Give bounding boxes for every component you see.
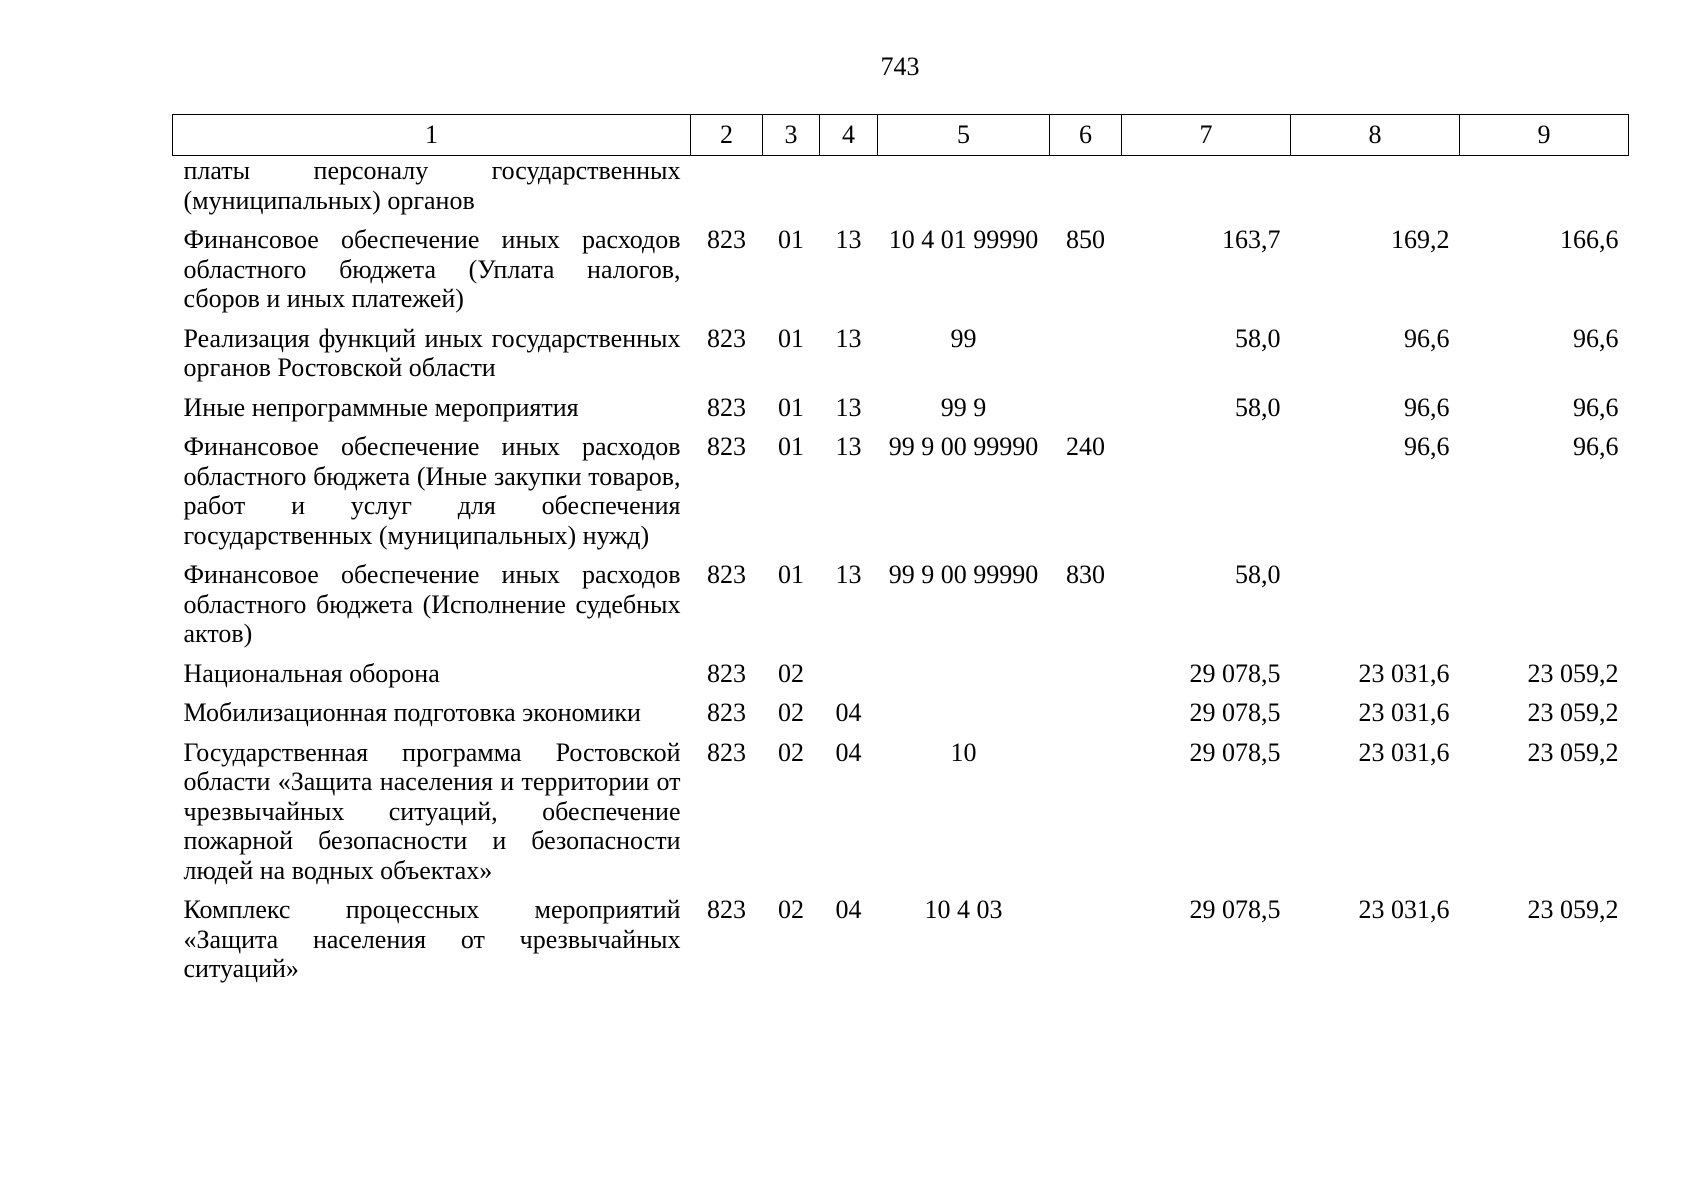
cell-subsection: 04	[835, 895, 862, 924]
cell-ministry: 823	[707, 432, 746, 461]
cell-ministry	[691, 156, 763, 226]
header-cell: 3	[763, 115, 820, 156]
cell-amount-9: 23 059,2	[1527, 658, 1619, 688]
cell-amount-9: 23 059,2	[1527, 698, 1619, 727]
cell-expense-type	[1050, 659, 1122, 699]
cell-amount-9: 96,6	[1573, 323, 1619, 353]
cell-ministry: 823	[707, 392, 746, 422]
header-cell: 7	[1122, 115, 1291, 156]
row-name: Финансовое обеспечение иных расходов областного бюджета (Уплата налогов, сборов и иных платежей)	[183, 225, 681, 313]
cell-target-article	[878, 659, 1050, 699]
cell-section: 02	[778, 737, 804, 767]
page-number: 743	[880, 52, 920, 81]
row-name: Иные непрограммные мероприятия	[183, 392, 579, 422]
cell-amount-8: 169,2	[1391, 225, 1450, 254]
cell-amount-9	[1460, 560, 1629, 659]
cell-section: 02	[778, 698, 804, 727]
cell-amount-7	[1122, 156, 1291, 226]
cell-ministry: 823	[707, 225, 746, 254]
cell-amount-8	[1291, 560, 1460, 659]
cell-amount-8: 23 031,6	[1358, 698, 1450, 727]
row-name: Финансовое обеспечение иных расходов областного бюджета (Исполнение судебных актов)	[183, 560, 681, 648]
cell-section: 01	[778, 225, 804, 254]
cell-amount-8: 23 031,6	[1358, 895, 1450, 924]
cell-subsection: 13	[835, 323, 862, 353]
cell-subsection: 13	[835, 392, 862, 422]
header-cell: 1	[173, 115, 691, 156]
table-row	[173, 225, 1629, 324]
header-cell: 9	[1460, 115, 1629, 156]
cell-expense-type	[1050, 698, 1122, 738]
cell-amount-9: 23 059,2	[1527, 895, 1619, 924]
table-row	[173, 156, 1629, 226]
cell-amount-8: 96,6	[1404, 392, 1450, 422]
cell-amount-7: 163,7	[1222, 225, 1281, 254]
cell-section: 01	[778, 432, 804, 461]
row-name: Государственная программа Ростовской области «Защита населения и территории от чрезвычайных ситуаций, обеспечение пожарной безопасности и безопасности людей на водных объектах»	[183, 737, 681, 885]
cell-amount-8: 23 031,6	[1358, 737, 1450, 767]
table-row	[173, 659, 1629, 699]
header-cell: 5	[878, 115, 1050, 156]
table-row	[173, 432, 1629, 560]
cell-section	[763, 156, 820, 226]
cell-section: 01	[778, 560, 804, 589]
cell-target-article: 99 9	[940, 392, 987, 422]
cell-amount-7: 58,0	[1235, 323, 1281, 353]
cell-ministry: 823	[707, 698, 746, 727]
table-row	[173, 738, 1629, 896]
cell-target-article: 99	[950, 323, 977, 353]
cell-expense-type	[1050, 393, 1122, 433]
cell-amount-8: 96,6	[1404, 432, 1450, 461]
cell-amount-7: 29 078,5	[1189, 737, 1281, 767]
cell-amount-8	[1291, 156, 1460, 226]
cell-expense-type	[1050, 324, 1122, 393]
row-name: Реализация функций иных государственных органов Ростовской области	[183, 323, 681, 382]
table-row	[173, 698, 1629, 738]
header-cell: 8	[1291, 115, 1460, 156]
cell-subsection	[820, 659, 878, 699]
cell-expense-type: 830	[1066, 560, 1105, 589]
cell-amount-8: 23 031,6	[1358, 658, 1450, 688]
cell-target-article: 99 9 00 99990	[888, 432, 1039, 461]
budget-table	[172, 114, 1629, 994]
header-cell: 4	[820, 115, 878, 156]
cell-amount-9	[1460, 156, 1629, 226]
cell-target-article: 10 4 03	[924, 895, 1003, 924]
cell-target-article: 10 4 01 99990	[888, 225, 1039, 254]
table-row	[173, 560, 1629, 659]
cell-target-article	[878, 698, 1050, 738]
table-row	[173, 895, 1629, 994]
cell-amount-8: 96,6	[1404, 323, 1450, 353]
cell-ministry: 823	[707, 560, 746, 589]
cell-amount-7: 58,0	[1235, 560, 1281, 589]
cell-amount-9: 96,6	[1573, 392, 1619, 422]
row-name: Национальная оборона	[183, 658, 440, 688]
cell-subsection: 04	[835, 698, 862, 727]
cell-expense-type	[1050, 156, 1122, 226]
cell-amount-7	[1122, 432, 1291, 560]
cell-amount-9: 96,6	[1573, 432, 1619, 461]
header-row	[173, 115, 1629, 156]
cell-amount-7: 29 078,5	[1189, 895, 1281, 924]
cell-subsection: 13	[835, 560, 862, 589]
cell-subsection	[820, 156, 878, 226]
cell-expense-type	[1050, 895, 1122, 994]
cell-expense-type	[1050, 738, 1122, 896]
cell-subsection: 04	[835, 737, 862, 767]
cell-amount-9: 166,6	[1560, 225, 1619, 254]
cell-expense-type: 850	[1066, 225, 1105, 254]
cell-section: 01	[778, 323, 804, 353]
table-row	[173, 393, 1629, 433]
cell-subsection: 13	[835, 225, 862, 254]
cell-section: 02	[778, 895, 804, 924]
cell-amount-7: 58,0	[1235, 392, 1281, 422]
cell-amount-9: 23 059,2	[1527, 737, 1619, 767]
table-row	[173, 324, 1629, 393]
cell-ministry: 823	[707, 737, 746, 767]
row-name: Комплекс процессных мероприятий «Защита населения от чрезвычайных ситуаций»	[183, 895, 681, 983]
cell-target-article: 10	[950, 737, 977, 767]
cell-subsection: 13	[835, 432, 862, 461]
cell-section: 02	[778, 658, 804, 688]
header-cell: 2	[691, 115, 763, 156]
row-name: платы персоналу государственных (муниципальных) органов	[183, 156, 681, 215]
cell-target-article	[878, 156, 1050, 226]
cell-ministry: 823	[707, 323, 746, 353]
cell-expense-type: 240	[1066, 432, 1105, 461]
row-name: Мобилизационная подготовка экономики	[183, 698, 641, 727]
cell-amount-7: 29 078,5	[1189, 658, 1281, 688]
cell-target-article: 99 9 00 99990	[888, 560, 1039, 589]
row-name: Финансовое обеспечение иных расходов областного бюджета (Иные закупки товаров, работ и услуг для обеспечения государственных (муниципальных) нужд)	[183, 432, 681, 550]
header-cell: 6	[1050, 115, 1122, 156]
cell-ministry: 823	[707, 895, 746, 924]
cell-ministry: 823	[707, 658, 746, 688]
cell-amount-7: 29 078,5	[1189, 698, 1281, 727]
cell-section: 01	[778, 392, 804, 422]
